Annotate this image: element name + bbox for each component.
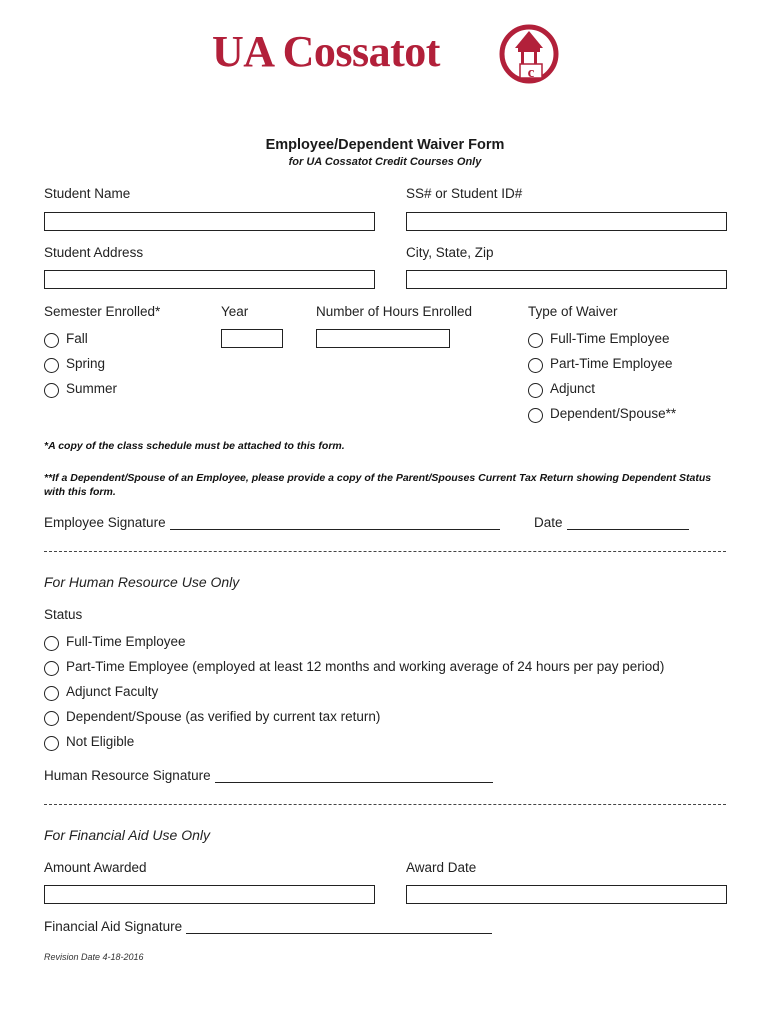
student-address-label: Student Address — [44, 245, 144, 260]
fa-heading: For Financial Aid Use Only — [44, 827, 210, 843]
date-label: Date — [534, 515, 563, 530]
hours-field[interactable] — [316, 329, 450, 348]
waiver-adjunct-label: Adjunct — [550, 381, 596, 396]
date-row — [534, 515, 689, 530]
hours-label: Number of Hours Enrolled — [316, 304, 473, 319]
employee-signature-row — [44, 515, 500, 530]
amount-awarded-field[interactable] — [44, 885, 375, 904]
semester-spring-label: Spring — [66, 356, 106, 371]
year-label: Year — [221, 304, 249, 319]
form-title: Employee/Dependent Waiver Form — [265, 137, 505, 153]
waiver-adjunct-radio[interactable] — [528, 383, 543, 398]
revision-date: Revision Date 4-18-2016 — [44, 952, 144, 962]
hr-signature-label: Human Resource Signature — [44, 768, 211, 783]
hr-heading: For Human Resource Use Only — [44, 574, 240, 590]
award-date-label: Award Date — [406, 860, 477, 875]
waiver-type-label: Type of Waiver — [528, 304, 618, 319]
amount-awarded-label: Amount Awarded — [44, 860, 147, 875]
hr-fulltime-radio[interactable] — [44, 636, 59, 651]
student-id-label: SS# or Student ID# — [406, 186, 523, 201]
waiver-fulltime-radio[interactable] — [528, 333, 543, 348]
semester-fall-label: Fall — [66, 331, 88, 346]
award-date-field[interactable] — [406, 885, 727, 904]
year-field[interactable] — [221, 329, 283, 348]
hr-status-label: Status — [44, 607, 83, 622]
waiver-dependent-radio[interactable] — [528, 408, 543, 423]
form-subtitle: for UA Cossatot Credit Courses Only — [288, 156, 482, 168]
fa-signature-label: Financial Aid Signature — [44, 919, 183, 934]
semester-fall-radio[interactable] — [44, 333, 59, 348]
hr-dependent-label: Dependent/Spouse (as verified by current tax return) — [66, 709, 381, 724]
waiver-parttime-label: Part-Time Employee — [550, 356, 673, 371]
hr-signature-line[interactable] — [215, 769, 493, 783]
semester-summer-radio[interactable] — [44, 383, 59, 398]
student-id-field[interactable] — [406, 212, 727, 231]
date-line[interactable] — [567, 516, 689, 530]
semester-spring-radio[interactable] — [44, 358, 59, 373]
hr-dependent-radio[interactable] — [44, 711, 59, 726]
schedule-note: *A copy of the class schedule must be attached to this form. — [44, 440, 345, 452]
student-name-label: Student Name — [44, 186, 131, 201]
hr-signature-row — [44, 768, 493, 783]
cossatot-seal-icon — [498, 22, 560, 86]
waiver-fulltime-label: Full-Time Employee — [550, 331, 670, 346]
hr-parttime-radio[interactable] — [44, 661, 59, 676]
city-state-zip-field[interactable] — [406, 270, 727, 289]
seal-letter: c — [527, 65, 535, 81]
dependent-note: **If a Dependent/Spouse of an Employee, please provide a copy of the Parent/Spouses Current Tax Return showing Dependent Status with this form. — [44, 472, 712, 498]
divider-hr — [44, 551, 726, 552]
hr-adjunct-radio[interactable] — [44, 686, 59, 701]
hr-not-eligible-radio[interactable] — [44, 736, 59, 751]
hr-adjunct-label: Adjunct Faculty — [66, 684, 159, 699]
hr-parttime-label: Part-Time Employee (employed at least 12 months and working average of 24 hours per pay period) — [66, 659, 665, 674]
semester-summer-label: Summer — [66, 381, 118, 396]
student-name-field[interactable] — [44, 212, 375, 231]
student-address-field[interactable] — [44, 270, 375, 289]
waiver-parttime-radio[interactable] — [528, 358, 543, 373]
city-state-zip-label: City, State, Zip — [406, 245, 494, 260]
fa-signature-line[interactable] — [186, 920, 492, 934]
fa-signature-row — [44, 919, 492, 934]
waiver-dependent-label: Dependent/Spouse** — [550, 406, 677, 421]
employee-signature-line[interactable] — [170, 516, 500, 530]
logo — [212, 22, 562, 92]
hr-fulltime-label: Full-Time Employee — [66, 634, 186, 649]
logo-text: UA Cossatot — [212, 27, 440, 76]
divider-fa — [44, 804, 726, 805]
semester-label: Semester Enrolled* — [44, 304, 161, 319]
employee-signature-label: Employee Signature — [44, 515, 166, 530]
hr-not-eligible-label: Not Eligible — [66, 734, 135, 749]
